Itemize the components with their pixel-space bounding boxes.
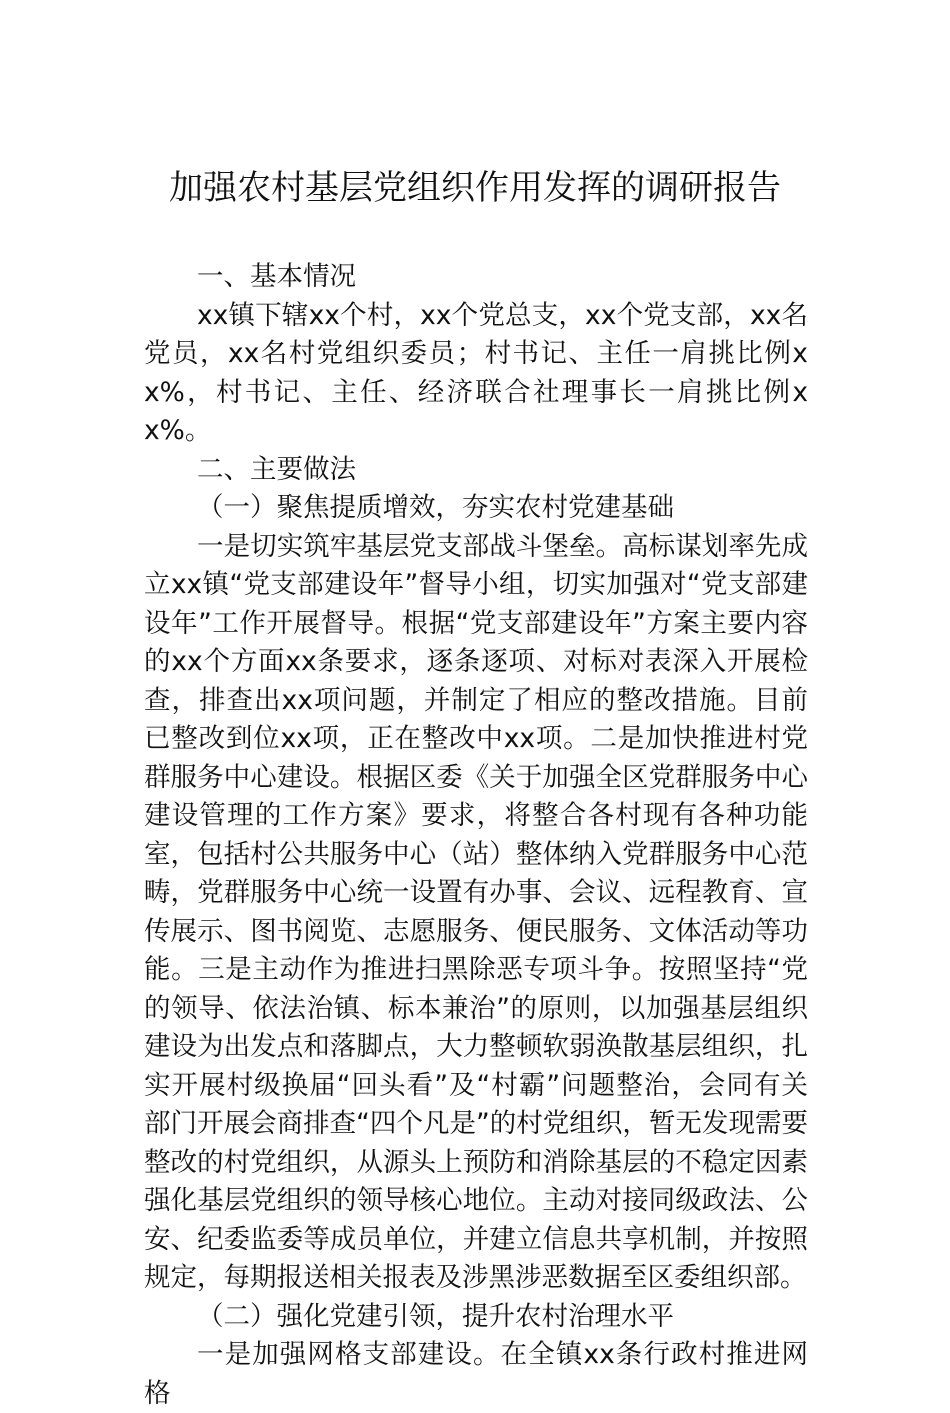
subsection-heading-2: （二）强化党建引领，提升农村治理水平 <box>197 1300 674 1332</box>
paragraph-basic-situation: xx镇下辖xx个村，xx个党总支，xx个党支部，xx名党员，xx名村党组织委员；村书记、主任一肩挑比例xx%，村书记、主任、经济联合社理事长一肩挑比例xx%。 <box>144 299 808 446</box>
document-body <box>144 258 808 1413</box>
section-heading-basic-situation: 一、基本情况 <box>197 261 356 292</box>
subsection-heading-1: （一）聚焦提质增效，夯实农村党建基础 <box>197 492 674 523</box>
document-title: 加强农村基层党组织作用发挥的调研报告 <box>169 168 781 208</box>
paragraph-subsection-1: 一是切实筑牢基层党支部战斗堡垒。高标谋划率先成立xx镇“党支部建设年”督导小组，切实加强对“党支部建设年”工作开展督导。根据“党支部建设年”方案主要内容的xx个方面xx条要求，逐条逐项、对标对表深入开展检查，排查出xx项问题，并制定了相应的整改措施。目前已整改到位xx项，正在整改中xx项。二是加快推进村党群服务中心建设。根据区委《关于加强全区党群服务中心建设管理的工作方案》要求，将整合各村现有各种功能室，包括村公共服务中心（站）整体纳入党群服务中心范畴，党群服务中心统一设置有办事、会议、远程教育、宣传展示、图书阅览、志愿服务、便民服务、文体活动等功能。三是主动作为推进扫黑除恶专项斗争。按照坚持“党的领导、依法治镇、标本兼治”的原则，以加强基层组织建设为出发点和落脚点，大力整顿软弱涣散基层组织，扎实开展村级换届“回头看”及“村霸”问题整治，会同有关部门开展会商排查“四个凡是”的村党组织，暂无发现需要整改的村党组织，从源头上预防和消除基层的不稳定因素强化基层党组织的领导核心地位。主动对接同级政法、公安、纪委监委等成员单位，并建立信息共享机制，并按照规定，每期报送相关报表及涉黑涉恶数据至区委组织部。 <box>144 530 808 1293</box>
section-heading-main-practices: 二、主要做法 <box>197 453 356 485</box>
paragraph-subsection-2: 一是加强网格支部建设。在全镇xx条行政村推进网格 <box>144 1339 808 1409</box>
